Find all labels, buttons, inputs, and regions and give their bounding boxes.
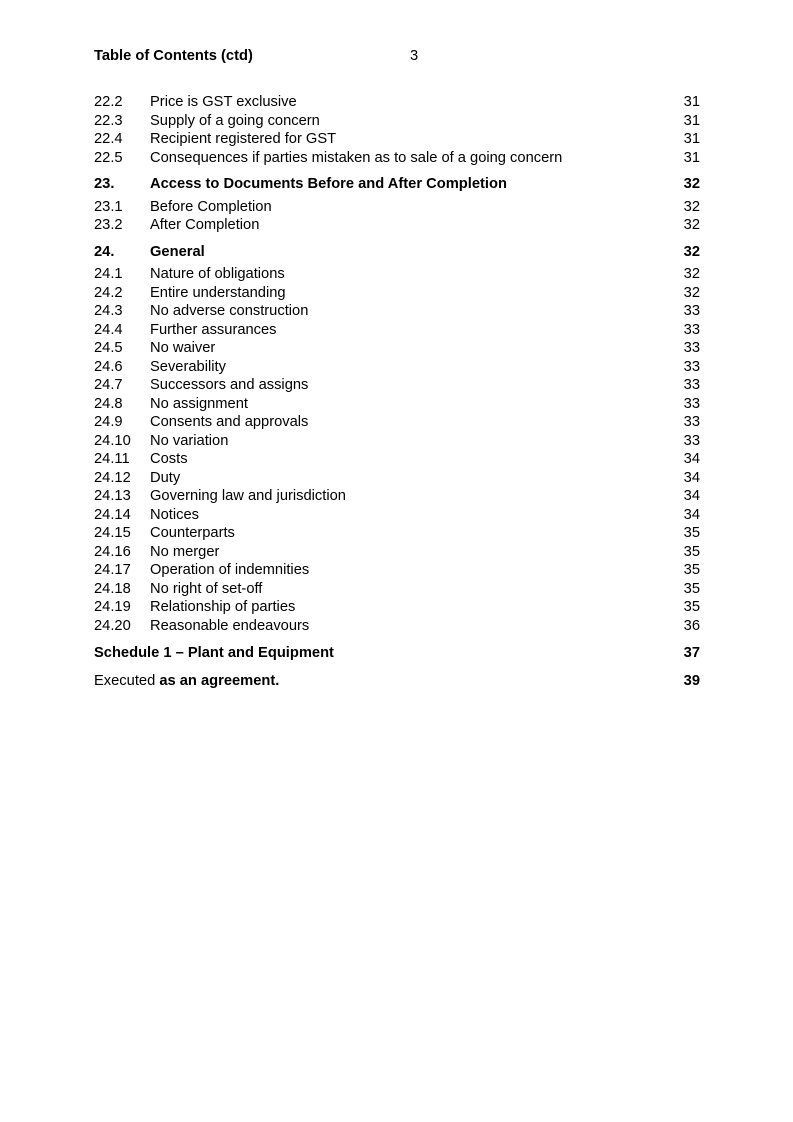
toc-entry-page-number: 36	[683, 617, 700, 634]
toc-entry-title: Recipient registered for GST	[150, 131, 337, 147]
toc-entry-row	[94, 506, 700, 525]
header-page-number: 3	[410, 48, 419, 64]
toc-entry-title: Duty	[150, 469, 181, 486]
toc-entry-row	[94, 376, 700, 395]
toc-heading-row	[94, 175, 700, 194]
toc-entry-page-number: 33	[683, 414, 700, 430]
toc-entry-row	[94, 93, 700, 112]
toc-entry-row	[94, 432, 700, 451]
toc-entry-row	[94, 339, 700, 358]
toc-entry-page-number: 32	[683, 266, 700, 282]
toc-executed-normal-text: Executed	[94, 672, 160, 689]
toc-entry-number: 24.16	[94, 543, 131, 560]
toc-entry-page-number: 31	[683, 149, 700, 166]
toc-entry-row	[94, 321, 700, 340]
toc-heading-row	[94, 243, 700, 262]
toc-schedule-row	[94, 644, 700, 663]
toc-entry-page-number: 39	[683, 672, 700, 689]
toc-entry-row	[94, 487, 700, 506]
toc-entry-number: 23.	[94, 176, 115, 192]
toc-entry-title: Costs	[150, 451, 188, 467]
toc-entry-page-number: 35	[683, 543, 700, 560]
toc-entry-title: General	[150, 243, 205, 260]
toc-entry-title: Further assurances	[150, 321, 277, 338]
toc-entry-title: Nature of obligations	[150, 266, 285, 282]
toc-entry-title: No assignment	[150, 395, 248, 412]
toc-entry-page-number: 33	[683, 377, 700, 393]
toc-entry-page-number: 32	[683, 176, 700, 192]
toc-entry-number: 22.5	[94, 149, 123, 166]
toc-entry-title: Supply of a going concern	[150, 112, 320, 129]
toc-entry-title: Severability	[150, 358, 226, 375]
toc-entry-title: Successors and assigns	[150, 377, 309, 393]
toc-entry-number: 22.3	[94, 112, 123, 129]
toc-entry-title: Governing law and jurisdiction	[150, 488, 346, 504]
toc-entry-row	[94, 580, 700, 599]
toc-entry-page-number: 32	[683, 198, 700, 215]
toc-entry-number: 24.11	[94, 451, 130, 467]
toc-entry-row	[94, 130, 700, 149]
toc-entry-number: 24.6	[94, 358, 123, 375]
toc-entry-page-number: 31	[683, 112, 700, 129]
toc-entry-page-number: 35	[683, 580, 700, 597]
toc-entry-number: 24.18	[94, 580, 131, 597]
toc-entry-number: 24.19	[94, 599, 131, 615]
toc-entry-number: 24.14	[94, 506, 131, 523]
toc-entry-page-number: 33	[683, 321, 700, 338]
toc-entry-title: No variation	[150, 432, 229, 449]
toc-entry-row	[94, 617, 700, 636]
toc-entry-page-number: 33	[683, 340, 700, 356]
toc-entry-title: Relationship of parties	[150, 599, 296, 615]
toc-entry-number: 24.1	[94, 266, 123, 282]
toc-entry-row	[94, 561, 700, 580]
toc-list	[94, 93, 700, 690]
toc-entry-title	[94, 672, 684, 691]
toc-entry-number: 24.3	[94, 303, 123, 319]
toc-entry-page-number: 31	[683, 131, 700, 147]
toc-entry-number: 24.17	[94, 562, 131, 578]
toc-entry-page-number: 33	[683, 395, 700, 412]
toc-entry-page-number: 34	[683, 469, 700, 486]
toc-entry-number: 24.5	[94, 340, 123, 356]
toc-entry-row	[94, 284, 700, 303]
toc-entry-title: Reasonable endeavours	[150, 617, 310, 634]
toc-entry-row	[94, 149, 700, 168]
toc-entry-row	[94, 524, 700, 543]
toc-entry-title: Entire understanding	[150, 284, 286, 301]
toc-entry-row	[94, 469, 700, 488]
page-header	[94, 47, 700, 65]
toc-entry-title: Notices	[150, 506, 199, 523]
toc-entry-title: Consents and approvals	[150, 414, 309, 430]
toc-entry-number: 24.20	[94, 617, 131, 634]
toc-entry-row	[94, 198, 700, 217]
toc-entry-page-number: 34	[683, 451, 700, 467]
toc-entry-title: Before Completion	[150, 198, 272, 215]
header-title: Table of Contents (ctd)	[94, 48, 253, 64]
toc-entry-number: 22.4	[94, 131, 123, 147]
toc-entry-number: 24.2	[94, 284, 123, 301]
toc-entry-page-number: 34	[683, 488, 700, 504]
toc-entry-page-number: 35	[683, 525, 700, 541]
toc-entry-number: 23.1	[94, 198, 123, 215]
toc-entry-row	[94, 543, 700, 562]
toc-entry-row	[94, 112, 700, 131]
toc-entry-title: Consequences if parties mistaken as to sale of a going concern	[150, 149, 563, 166]
toc-entry-title: No merger	[150, 543, 220, 560]
toc-entry-page-number: 35	[683, 562, 700, 578]
toc-entry-page-number: 32	[683, 243, 700, 260]
toc-entry-number: 24.13	[94, 488, 131, 504]
toc-entry-page-number: 33	[683, 303, 700, 319]
toc-entry-row	[94, 450, 700, 469]
toc-entry-row	[94, 216, 700, 235]
toc-entry-title: No waiver	[150, 340, 216, 356]
toc-entry-page-number: 32	[683, 217, 700, 233]
toc-entry-title: Schedule 1 – Plant and Equipment	[94, 645, 334, 661]
toc-entry-title: Price is GST exclusive	[150, 94, 297, 110]
toc-entry-row	[94, 358, 700, 377]
toc-entry-number: 24.7	[94, 377, 123, 393]
toc-entry-number: 24.	[94, 243, 115, 260]
toc-entry-page-number: 35	[683, 599, 700, 615]
toc-entry-title: Counterparts	[150, 525, 235, 541]
toc-entry-row	[94, 265, 700, 284]
toc-entry-title: Operation of indemnities	[150, 562, 310, 578]
toc-entry-title: Access to Documents Before and After Completion	[150, 176, 507, 192]
toc-entry-row	[94, 302, 700, 321]
toc-entry-number: 24.9	[94, 414, 123, 430]
toc-entry-page-number: 33	[683, 358, 700, 375]
toc-entry-page-number: 34	[683, 506, 700, 523]
toc-entry-title: After Completion	[150, 217, 260, 233]
toc-entry-page-number: 31	[683, 94, 700, 110]
toc-entry-number: 24.12	[94, 469, 131, 486]
toc-entry-row	[94, 598, 700, 617]
toc-entry-number: 24.15	[94, 525, 131, 541]
toc-entry-row	[94, 395, 700, 414]
toc-entry-number: 24.8	[94, 395, 123, 412]
toc-executed-bold-text: as an agreement.	[159, 672, 280, 689]
toc-entry-number: 23.2	[94, 217, 123, 233]
toc-entry-row	[94, 413, 700, 432]
toc-entry-title: No right of set-off	[150, 580, 263, 597]
toc-entry-page-number: 37	[683, 645, 700, 661]
toc-entry-number: 22.2	[94, 94, 123, 110]
toc-entry-number: 24.4	[94, 321, 123, 338]
toc-executed-row	[94, 672, 700, 691]
toc-entry-number: 24.10	[94, 432, 131, 449]
toc-entry-page-number: 32	[683, 284, 700, 301]
toc-entry-title: No adverse construction	[150, 303, 309, 319]
toc-entry-page-number: 33	[683, 432, 700, 449]
